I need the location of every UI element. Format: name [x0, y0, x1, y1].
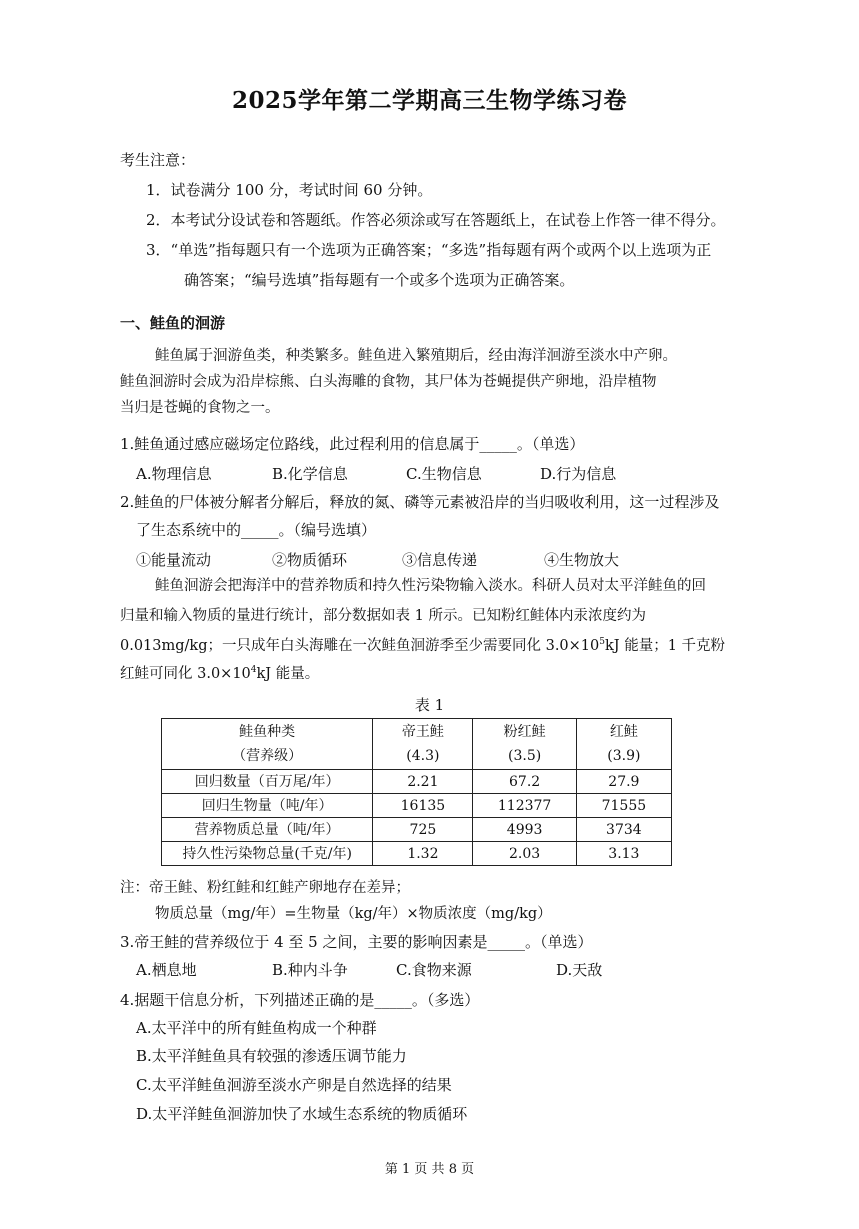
table-row: [162, 842, 672, 866]
question-2-cont: 了生态系统中的_____。（编号选填）: [136, 521, 377, 539]
paragraph-2-text: 红鲑可同化 3.0×10: [120, 666, 251, 682]
exponent: 4: [250, 665, 257, 676]
question-4-option: A.太平洋中的所有鲑鱼构成一个种群: [136, 1019, 377, 1037]
table-header-cell: [473, 719, 576, 770]
question-4-option: D.太平洋鲑鱼洄游加快了水域生态系统的物质循环: [136, 1105, 468, 1123]
question-3: 3.帝王鲑的营养级位于 4 至 5 之间，主要的影响因素是_____。（单选）: [120, 933, 593, 951]
paragraph-2-text: kJ 能量；1 千克粉: [605, 638, 726, 654]
paragraph-2-line: 归量和输入物质的量进行统计，部分数据如表 1 所示。已知粉红鲑体内汞浓度约为: [120, 608, 646, 624]
header-label: （营养级）: [232, 748, 303, 764]
species-name: 粉红鲑: [503, 724, 546, 740]
table-cell: 67.2: [473, 770, 576, 794]
table-cell: 725: [373, 818, 473, 842]
row-label: 持久性污染物总量(千克/年): [162, 842, 373, 866]
question-3-option: A.栖息地: [136, 961, 197, 979]
question-4: 4.据题干信息分析，下列描述正确的是_____。（多选）: [120, 991, 480, 1009]
paragraph-2-text: 0.013mg/kg；一只成年白头海雕在一次鲑鱼洄游季至少需要同化 3.0×10: [120, 638, 600, 654]
table-header-cell: [373, 719, 473, 770]
table-cell: 112377: [473, 794, 576, 818]
trophic-level: (3.9): [607, 748, 641, 764]
question-1-option: C.生物信息: [406, 465, 482, 483]
notice-heading: 考生注意：: [120, 151, 196, 169]
question-2-option: ①能量流动: [136, 551, 212, 569]
table-cell: 16135: [373, 794, 473, 818]
question-3-option: B.种内斗争: [272, 961, 348, 979]
table-note: 注：帝王鲑、粉红鲑和红鲑产卵地存在差异；: [120, 880, 410, 896]
intro-paragraph-line: 鲑鱼属于洄游鱼类，种类繁多。鲑鱼进入繁殖期后，经由海洋洄游至淡水中产卵。: [155, 348, 677, 364]
question-3-option: C.食物来源: [396, 961, 472, 979]
table-header-cell: [162, 719, 373, 770]
data-table: [161, 718, 672, 866]
table-cell: 3.13: [576, 842, 671, 866]
table-caption: 表 1: [414, 696, 445, 714]
table-cell: 1.32: [373, 842, 473, 866]
question-4-option: C.太平洋鲑鱼洄游至淡水产卵是自然选择的结果: [136, 1076, 452, 1094]
table-cell: 4993: [473, 818, 576, 842]
table-row: [162, 818, 672, 842]
section-heading: 一、鲑鱼的洄游: [120, 314, 226, 332]
question-4-option: B.太平洋鲑鱼具有较强的渗透压调节能力: [136, 1047, 407, 1065]
table-cell: 71555: [576, 794, 671, 818]
species-name: 帝王鲑: [401, 724, 444, 740]
table-note-formula: 物质总量（mg/年）=生物量（kg/年）×物质浓度（mg/kg）: [155, 906, 552, 922]
question-2-option: ②物质循环: [272, 551, 348, 569]
row-label: 营养物质总量（吨/年）: [162, 818, 373, 842]
table-cell: 2.03: [473, 842, 576, 866]
table-header-cell: [576, 719, 671, 770]
table-cell: 27.9: [576, 770, 671, 794]
page-title: 2025学年第二学期高三生物学练习卷: [231, 87, 627, 114]
page-footer: 第 1 页 共 8 页: [384, 1162, 475, 1177]
question-3-option: D.天敌: [556, 961, 603, 979]
notice-item-2: 2．本考试分设试卷和答题纸。作答必须涂或写在答题纸上，在试卷上作答一律不得分。: [146, 211, 726, 229]
notice-item-3: 3．“单选”指每题只有一个选项为正确答案；“多选”指每题有两个或两个以上选项为正: [146, 241, 712, 259]
paragraph-2-line: [120, 636, 725, 656]
question-2-option: ③信息传递: [402, 551, 478, 569]
species-name: 红鲑: [609, 724, 638, 740]
trophic-level: (4.3): [406, 748, 440, 764]
table-cell: 3734: [576, 818, 671, 842]
question-1-option: D.行为信息: [540, 465, 617, 483]
paragraph-2-line: [120, 664, 319, 684]
row-label: 回归生物量（吨/年）: [162, 794, 373, 818]
header-label: 鲑鱼种类: [239, 724, 296, 740]
question-1-option: A.物理信息: [136, 465, 212, 483]
intro-paragraph-line: 鲑鱼洄游时会成为沿岸棕熊、白头海雕的食物，其尸体为苍蝇提供产卵地，沿岸植物: [120, 374, 657, 390]
intro-paragraph-line: 当归是苍蝇的食物之一。: [120, 400, 280, 416]
notice-item-1: 1．试卷满分 100 分，考试时间 60 分钟。: [146, 181, 433, 199]
row-label: 回归数量（百万尾/年）: [162, 770, 373, 794]
exponent: 5: [599, 637, 605, 648]
table-header-row: [162, 719, 672, 770]
paragraph-2-line: 鲑鱼洄游会把海洋中的营养物质和持久性污染物输入淡水。科研人员对太平洋鲑鱼的回: [155, 578, 706, 594]
paragraph-2-text: kJ 能量。: [256, 666, 320, 682]
table-row: [162, 794, 672, 818]
trophic-level: (3.5): [508, 748, 542, 764]
question-2-option: ④生物放大: [544, 551, 620, 569]
question-1-option: B.化学信息: [272, 465, 348, 483]
question-1: 1.鲑鱼通过感应磁场定位路线，此过程利用的信息属于_____。（单选）: [120, 435, 585, 453]
table-row: [162, 770, 672, 794]
notice-item-3-cont: 确答案；“编号选填”指每题有一个或多个选项为正确答案。: [184, 271, 575, 289]
table-cell: 2.21: [373, 770, 473, 794]
question-2: 2.鲑鱼的尸体被分解者分解后，释放的氮、磷等元素被沿岸的当归吸收利用，这一过程涉及: [120, 493, 720, 511]
